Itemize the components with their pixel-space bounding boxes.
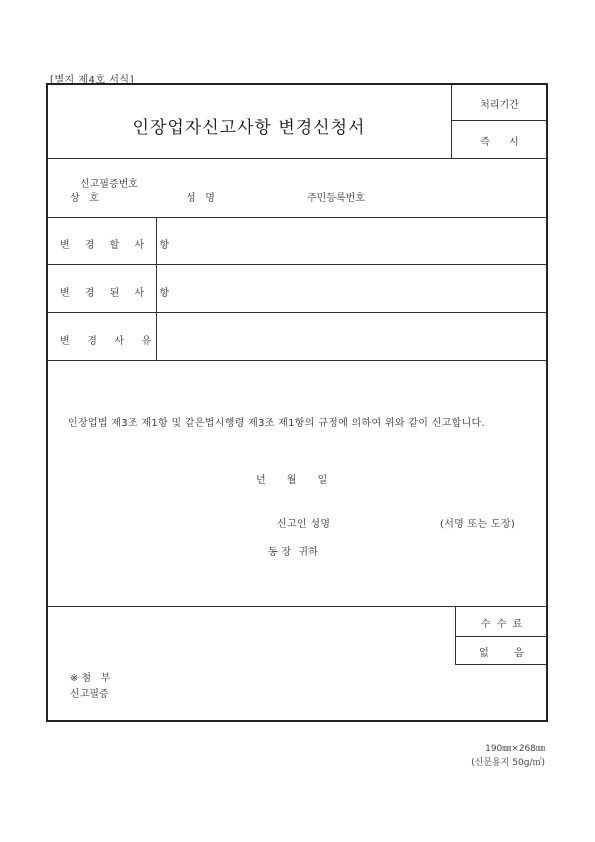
paper-type: (신문용지 50g/㎡) bbox=[471, 758, 545, 768]
row-line-1 bbox=[48, 264, 546, 265]
declaration-date: 년 월 일 bbox=[256, 475, 328, 486]
fee-mid-line bbox=[455, 636, 546, 637]
signature-hint: (서명 또는 도장) bbox=[440, 519, 516, 530]
header-bottom-line bbox=[48, 158, 546, 159]
fee-header: 수 수 료 bbox=[480, 619, 523, 630]
applicant-name-label: 신고인 성명 bbox=[277, 519, 331, 530]
change-reason-label: 변 경 사 유 bbox=[60, 336, 154, 347]
changed-to-label: 변 경 된 사 항 bbox=[60, 288, 176, 299]
attachment-header: ※ 첨 부 bbox=[70, 673, 111, 684]
declaration-bottom-line bbox=[48, 606, 546, 607]
name-label: 성 명 bbox=[186, 193, 215, 204]
cert-number-label: 신고필증번호 bbox=[80, 179, 138, 190]
processing-period-value: 즉 시 bbox=[480, 137, 519, 148]
fee-value: 없 음 bbox=[479, 648, 524, 659]
fee-bottom-line bbox=[455, 664, 546, 665]
change-from-label: 변 경 할 사 항 bbox=[60, 240, 176, 251]
row-line-3 bbox=[48, 360, 546, 361]
form-number-label: [별지 제4호 서식] bbox=[50, 75, 134, 86]
trade-name-label: 상 호 bbox=[70, 193, 99, 204]
form-title: 인장업자신고사항 변경신청서 bbox=[132, 118, 366, 138]
row-line-2 bbox=[48, 312, 546, 313]
attachment-item: 신고필증 bbox=[70, 689, 109, 700]
declaration-statement: 인장업법 제3조 제1항 및 같은법시행령 제3조 제1항의 규정에 의하여 위와 같이 신고합니다. bbox=[68, 418, 485, 429]
processing-divider bbox=[451, 120, 548, 121]
applicant-bottom-line bbox=[48, 217, 546, 218]
addressee: 동 장 귀하 bbox=[268, 547, 319, 558]
resident-number-label: 주민등록번호 bbox=[307, 193, 365, 204]
paper-size: 190㎜×268㎜ bbox=[485, 744, 545, 754]
processing-period-header: 처리기간 bbox=[480, 100, 519, 111]
